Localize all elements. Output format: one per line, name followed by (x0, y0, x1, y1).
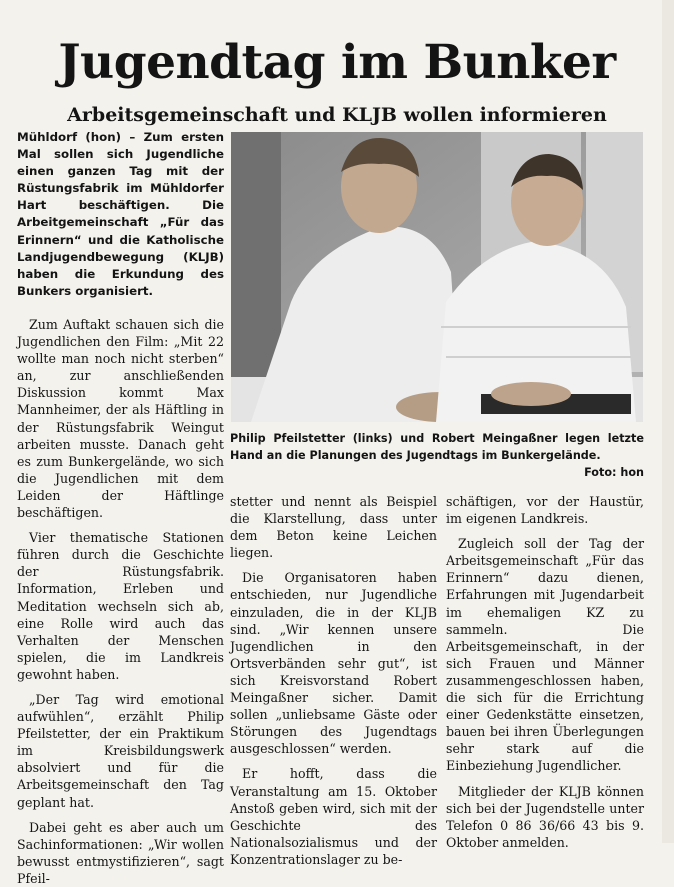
column1-paragraph: Zum Auftakt schauen sich die Jugendlichen den Film: „Mit 22 wollte man noch nicht sterben“ an, zur anschließenden Diskussion kommt Max Mannheimer, der als Häftling in der Rüstungsfabrik Weingut arbeiten musste. Danach geht es zum Bunkergelände, wo sich die Jugendlichen mit dem Leiden der Häftlinge beschäftigen. (17, 317, 224, 521)
lead-paragraph-block (17, 129, 224, 300)
subheadline: Arbeitsgemeinschaft und KLJB wollen informieren (67, 103, 607, 126)
column3-paragraph: Zugleich soll der Tag der Arbeitsgemeinschaft „Für das Erinnern“ dazu dienen, Erfahrungen mit Jugendarbeit im ehemaligen KZ zu sammeln. Die Arbeitsgemeinschaft, in der sich Frauen und Männer zusammengeschlossen haben, die sich für die Errichtung einer Gedenkstätte einsetzen, bauen bei ihren Überlegungen sehr stark auf die Einbeziehung Jugendlicher. (446, 536, 644, 774)
photo-caption (230, 430, 644, 481)
headline: Jugendtag im Bunker (58, 35, 616, 91)
column2-paragraph: Er hofft, dass die Veranstaltung am 15. Oktober Anstoß geben wird, sich mit der Geschichte des Nationalsozialismus und der Konzentrationslager zu be- (230, 766, 437, 867)
article-photo (231, 132, 643, 422)
column1-paragraph: „Der Tag wird emotional aufwühlen“, erzählt Philip Pfeilstetter, der ein Praktikum im Kreisbildungswerk absolviert und für die Arbeitsgemeinschaft den Tag geplant hat. (17, 691, 224, 810)
column2-paragraph: stetter und nennt als Beispiel die Klarstellung, dass unter dem Beton keine Leichen liegen. (230, 494, 437, 561)
column-2 (230, 493, 437, 867)
column1-paragraph: Dabei geht es aber auch um Sachinformationen: „Wir wollen bewusst entmystifizieren“, sagt Pfeil- (17, 819, 224, 886)
photo-illustration (231, 132, 643, 422)
column1-paragraph: Vier thematische Stationen führen durch die Geschichte der Rüstungsfabrik. Information, Erleben und Meditation wechseln sich ab, eine Rolle wird auch das Verhalten der Menschen spielen, die im Landkreis gewohnt haben. (17, 530, 224, 682)
column3-paragraph: Mitglieder der KLJB können sich bei der Jugendstelle unter Telefon 0 86 36/66 43 bis 9. Oktober anmelden. (446, 783, 644, 850)
caption-text: Philip Pfeilstetter (links) und Robert Meingaßner legen letzte Hand an die Planungen des Jugendtags im Bunkergelände. (230, 432, 644, 462)
column-1 (17, 316, 224, 886)
lead-paragraph: Mühldorf (hon) – Zum ersten Mal sollen sich Jugendliche einen ganzen Tag mit der Rüstungsfabrik im Mühldorfer Hart beschäftigen. Die Arbeitgemeinschaft „Für das Erinnern“ und die Katholische Landjugendbewegung (KLJB) haben die Erkundung des Bunkers organisiert. (17, 130, 224, 298)
column2-paragraph: Die Organisatoren haben entschieden, nur Jugendliche einzuladen, die in der KLJB sind. „Wir kennen unsere Jugendlichen in den Ortsverbänden sehr gut“, ist sich Kreisvorstand Robert Meingaßner sicher. Damit sollen „unliebsame Gäste oder Störungen des Jugendtags ausgeschlossen“ werden. (230, 570, 437, 757)
photo-credit: Foto: hon (584, 466, 644, 479)
column-3 (446, 493, 644, 850)
column3-paragraph: schäftigen, vor der Haustür, im eigenen Landkreis. (446, 494, 644, 527)
